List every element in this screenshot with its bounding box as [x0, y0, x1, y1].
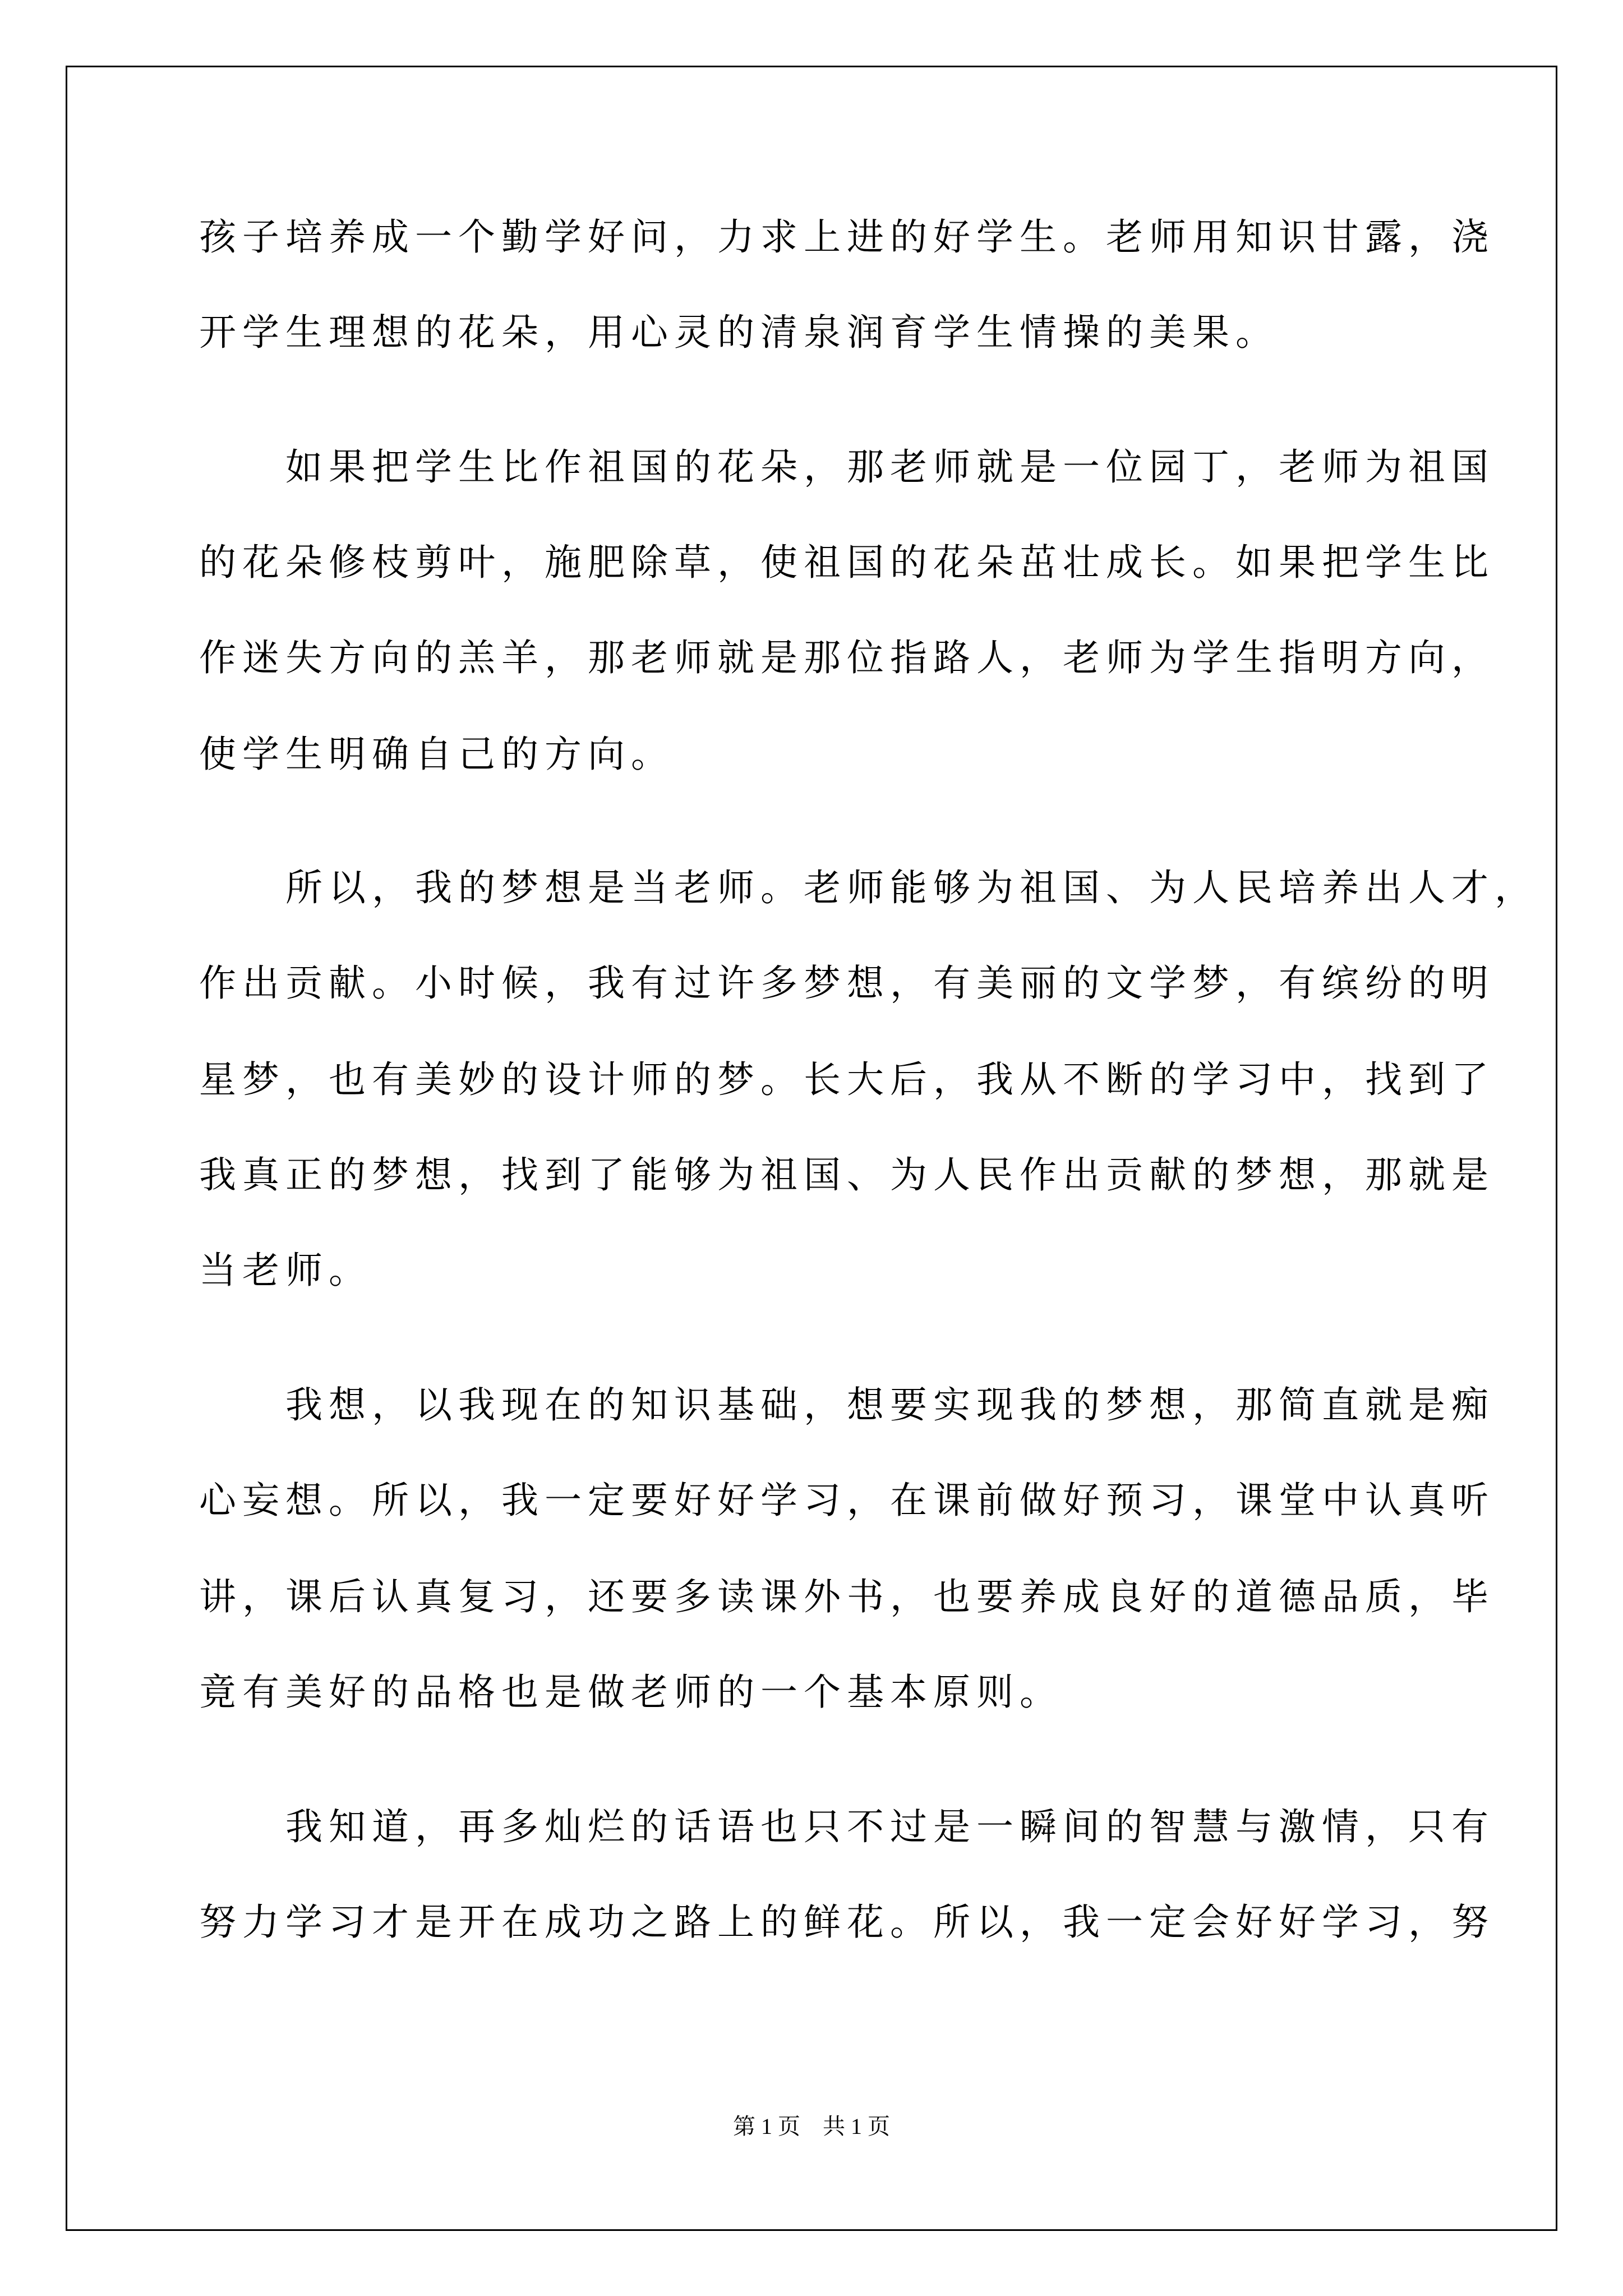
text-line-15: 竟有美好的品格也是做老师的一个基本原则。	[199, 1671, 1063, 1714]
text-line-1: 孩子培养成一个勤学好问，力求上进的好学生。老师用知识甘露，浇	[199, 215, 1495, 259]
text-line-9: 星梦，也有美妙的设计师的梦。长大后，我从不断的学习中，找到了	[199, 1058, 1495, 1101]
text-line-8: 作出贡献。小时候，我有过许多梦想，有美丽的文学梦，有缤纷的明	[199, 961, 1495, 1005]
text-line-12: 我想，以我现在的知识基础，想要实现我的梦想，那简直就是痴	[199, 1383, 1495, 1427]
text-line-5: 作迷失方向的羔羊，那老师就是那位指路人，老师为学生指明方向，	[199, 636, 1495, 679]
text-line-11: 当老师。	[199, 1249, 372, 1292]
text-line-17: 努力学习才是开在成功之路上的鲜花。所以，我一定会好好学习，努	[199, 1901, 1495, 1944]
text-line-4: 的花朵修枝剪叶，施肥除草，使祖国的花朵茁壮成长。如果把学生比	[199, 541, 1495, 584]
text-line-3: 如果把学生比作祖国的花朵，那老师就是一位园丁，老师为祖国	[199, 445, 1495, 489]
text-line-14: 讲，课后认真复习，还要多读课外书，也要养成良好的道德品质，毕	[199, 1575, 1495, 1618]
text-line-13: 心妄想。所以，我一定要好好学习，在课前做好预习，课堂中认真听	[199, 1479, 1495, 1522]
text-line-10: 我真正的梦想，找到了能够为祖国、为人民作出贡献的梦想，那就是	[199, 1153, 1495, 1197]
text-line-16: 我知道，再多灿烂的话语也只不过是一瞬间的智慧与激情，只有	[199, 1805, 1495, 1848]
text-line-2: 开学生理想的花朵，用心灵的清泉润育学生情操的美果。	[199, 311, 1279, 354]
page-number-footer: 第 1 页 共 1 页	[733, 2114, 890, 2139]
text-line-6: 使学生明确自己的方向。	[199, 733, 674, 776]
text-line-7: 所以，我的梦想是当老师。老师能够为祖国、为人民培养出人才，	[199, 866, 1538, 909]
